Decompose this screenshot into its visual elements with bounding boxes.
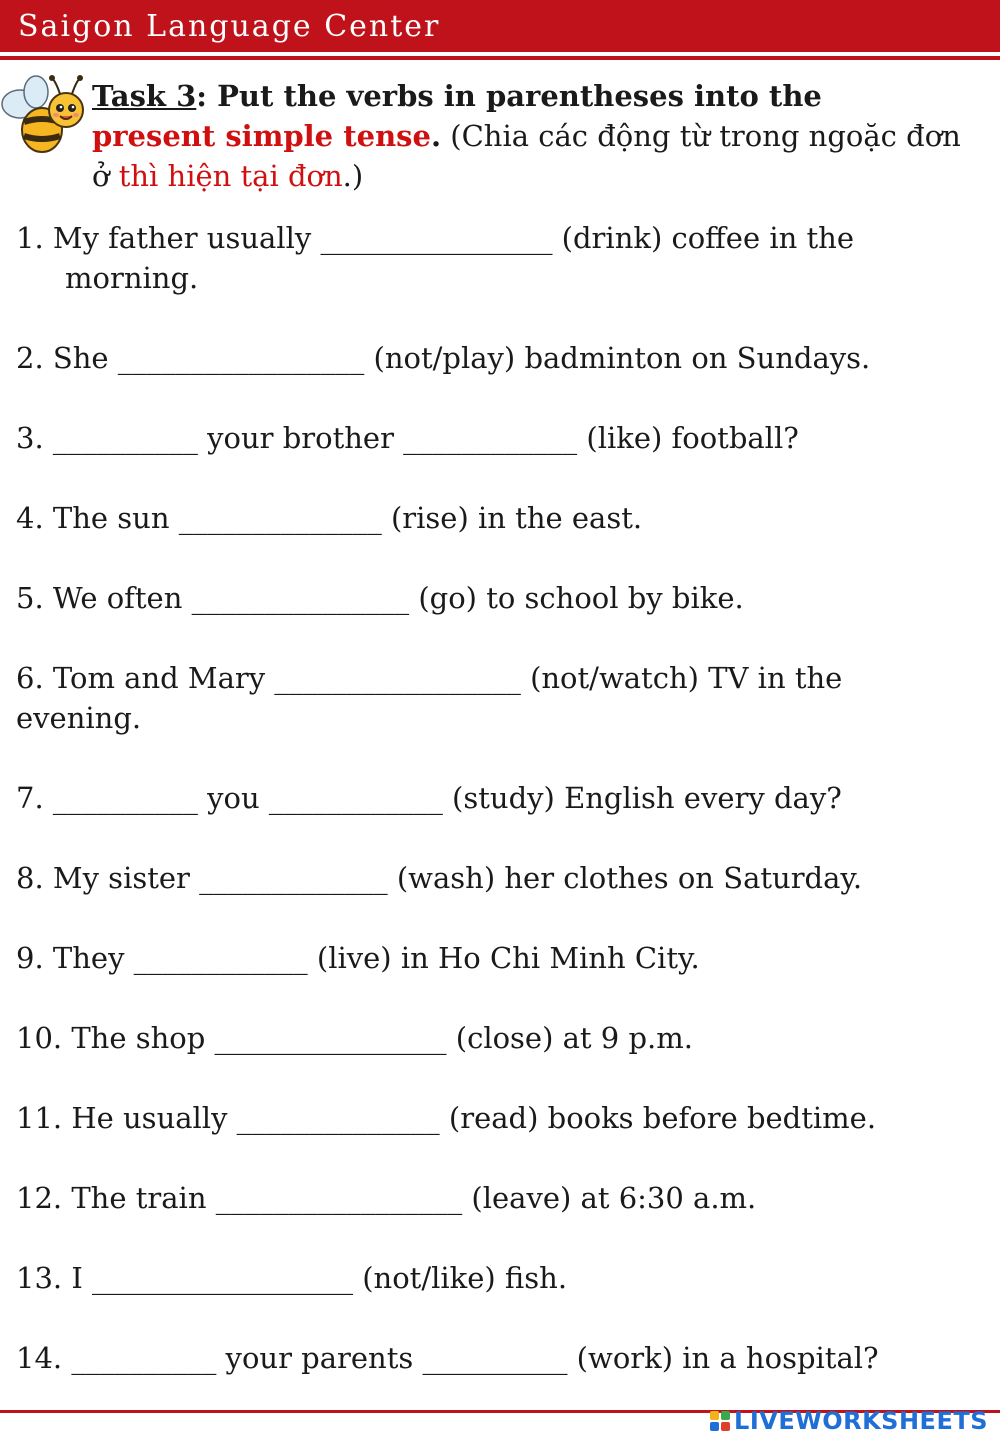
question-text: 14. __________ your parents __________ (work) in a hospital?	[16, 1341, 879, 1375]
question-12	[16, 1178, 994, 1218]
question-text: 1. My father usually ________________ (drink) coffee in the	[16, 221, 854, 255]
page-title: Saigon Language Center	[18, 8, 441, 44]
question-text: 13. I __________________ (not/like) fish.	[16, 1261, 568, 1295]
question-7	[16, 778, 994, 818]
question-8	[16, 858, 994, 898]
question-text: 8. My sister _____________ (wash) her clothes on Saturday.	[16, 861, 863, 895]
question-text: 10. The shop ________________ (close) at 9 p.m.	[16, 1021, 693, 1055]
question-10	[16, 1018, 994, 1058]
task-instruction-period: .	[430, 119, 442, 153]
task-translation-highlight: thì hiện tại đơn	[118, 159, 343, 193]
task-instruction	[92, 76, 987, 196]
question-3	[16, 418, 994, 458]
question-text: 6. Tom and Mary _________________ (not/watch) TV in the	[16, 661, 843, 695]
task-translation-suffix: .)	[342, 159, 364, 193]
header-bar	[0, 0, 1000, 52]
liveworksheets-logo[interactable]	[710, 1404, 988, 1438]
question-11	[16, 1098, 994, 1138]
task-translation-prefix: (Chia các động từ trong ngoặc đơn ở	[92, 119, 961, 193]
task-tense-highlight: present simple tense	[92, 119, 431, 153]
question-6	[16, 658, 994, 738]
question-5	[16, 578, 994, 618]
question-text: 5. We often _______________ (go) to school by bike.	[16, 581, 744, 615]
question-1	[16, 218, 994, 298]
question-text: 11. He usually ______________ (read) books before bedtime.	[16, 1101, 877, 1135]
question-text: 9. They ____________ (live) in Ho Chi Minh City.	[16, 941, 700, 975]
question-9	[16, 938, 994, 978]
question-2	[16, 338, 994, 378]
bee-icon	[0, 70, 92, 158]
question-14	[16, 1338, 994, 1378]
question-text: 7. __________ you ____________ (study) English every day?	[16, 781, 842, 815]
question-text: 12. The train _________________ (leave) at 6:30 a.m.	[16, 1181, 757, 1215]
header-divider	[0, 56, 1000, 60]
question-text: 3. __________ your brother ____________ (like) football?	[16, 421, 799, 455]
task-label: Task 3	[92, 79, 197, 113]
question-continuation: evening.	[16, 701, 142, 735]
question-4	[16, 498, 994, 538]
question-continuation: morning.	[65, 261, 199, 295]
question-13	[16, 1258, 994, 1298]
liveworksheets-brand-text: LIVEWORKSHEETS	[734, 1407, 988, 1435]
question-text: 2. She _________________ (not/play) badminton on Sundays.	[16, 341, 871, 375]
task-instruction-text: : Put the verbs in parentheses into the	[196, 79, 822, 113]
question-text: 4. The sun ______________ (rise) in the east.	[16, 501, 643, 535]
liveworksheets-logo-icon	[710, 1411, 730, 1431]
